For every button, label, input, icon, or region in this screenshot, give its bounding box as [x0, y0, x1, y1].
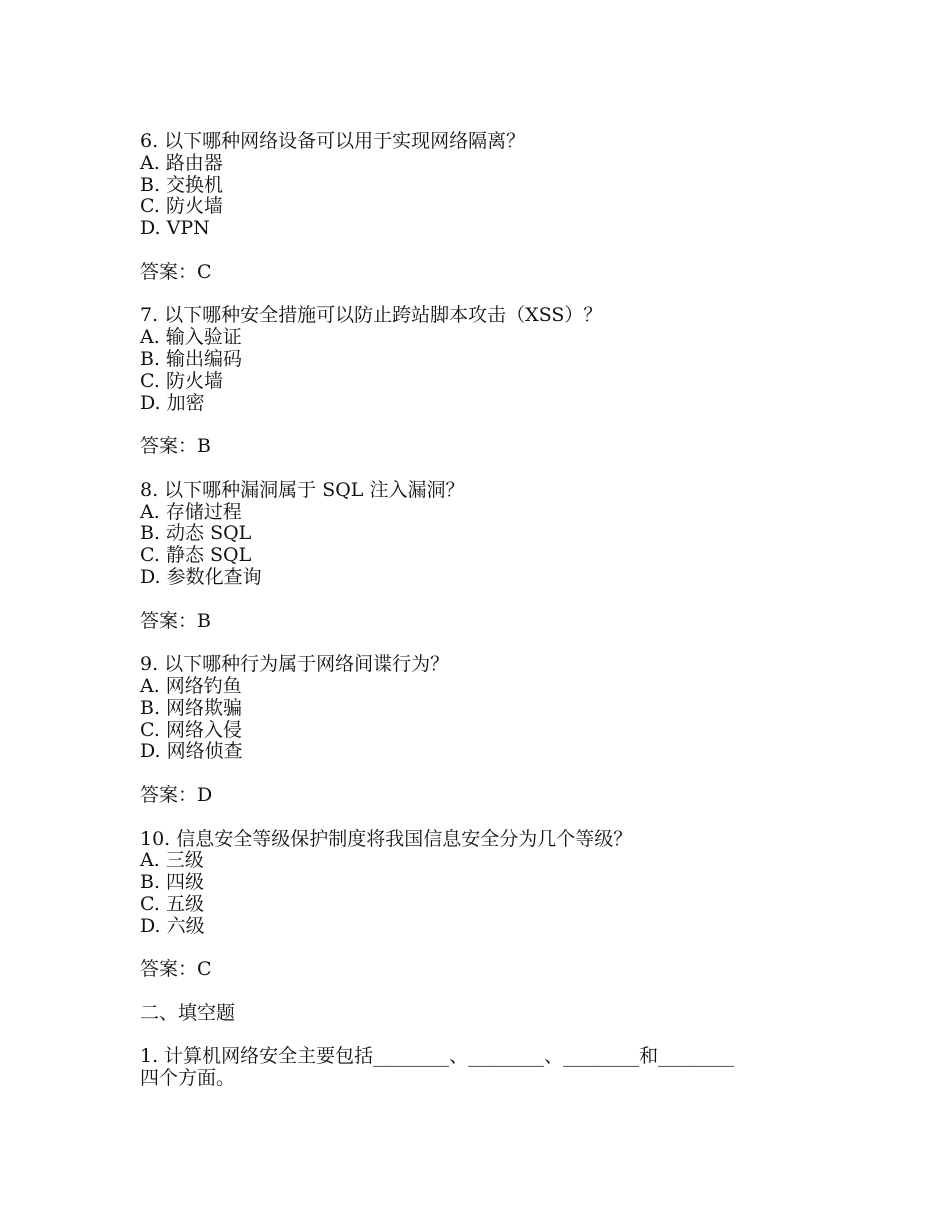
option-d: D. 加密 — [140, 391, 205, 414]
question-stem: 10. 信息安全等级保护制度将我国信息安全分为几个等级？ — [140, 827, 633, 850]
option-d: D. 网络侦查 — [140, 740, 243, 763]
answer: 答案：B — [140, 609, 211, 632]
document-page — [140, 131, 820, 1090]
option-a: A. 输入验证 — [140, 326, 242, 349]
question-6 — [140, 131, 820, 284]
option-c: C. 静态 SQL — [140, 544, 252, 567]
option-c: C. 五级 — [140, 892, 204, 915]
answer: 答案：C — [140, 260, 212, 283]
question-9 — [140, 654, 820, 807]
option-b: B. 四级 — [140, 871, 205, 894]
option-d: D. VPN — [140, 217, 210, 240]
option-d: D. 六级 — [140, 914, 205, 937]
option-c: C. 防火墙 — [140, 195, 223, 218]
option-a: A. 网络钓鱼 — [140, 674, 242, 697]
answer: 答案：D — [140, 783, 213, 806]
option-a: A. 存储过程 — [140, 500, 242, 523]
answer: 答案：B — [140, 435, 211, 458]
question-7 — [140, 305, 820, 458]
question-stem: 9. 以下哪种行为属于网络间谍行为？ — [140, 653, 450, 676]
option-b: B. 网络欺骗 — [140, 696, 243, 719]
question-stem: 8. 以下哪种漏洞属于 SQL 注入漏洞？ — [140, 478, 465, 501]
option-d: D. 参数化查询 — [140, 565, 262, 588]
fill-blank-question: 1. 计算机网络安全主要包括________、________、________和________四个方面。 — [140, 1045, 735, 1090]
question-stem: 6. 以下哪种网络设备可以用于实现网络隔离？ — [140, 130, 526, 152]
option-b: B. 交换机 — [140, 173, 224, 196]
option-c: C. 防火墙 — [140, 369, 223, 392]
answer: 答案：C — [140, 958, 212, 981]
option-c: C. 网络入侵 — [140, 718, 242, 741]
section-title: 二、填空题 — [140, 1001, 236, 1024]
option-b: B. 动态 SQL — [140, 522, 252, 545]
option-a: A. 路由器 — [140, 151, 223, 174]
question-10 — [140, 829, 820, 982]
question-stem: 7. 以下哪种安全措施可以防止跨站脚本攻击（XSS）？ — [140, 304, 603, 327]
option-b: B. 输出编码 — [140, 347, 243, 370]
question-8 — [140, 480, 820, 633]
option-a: A. 三级 — [140, 849, 204, 872]
